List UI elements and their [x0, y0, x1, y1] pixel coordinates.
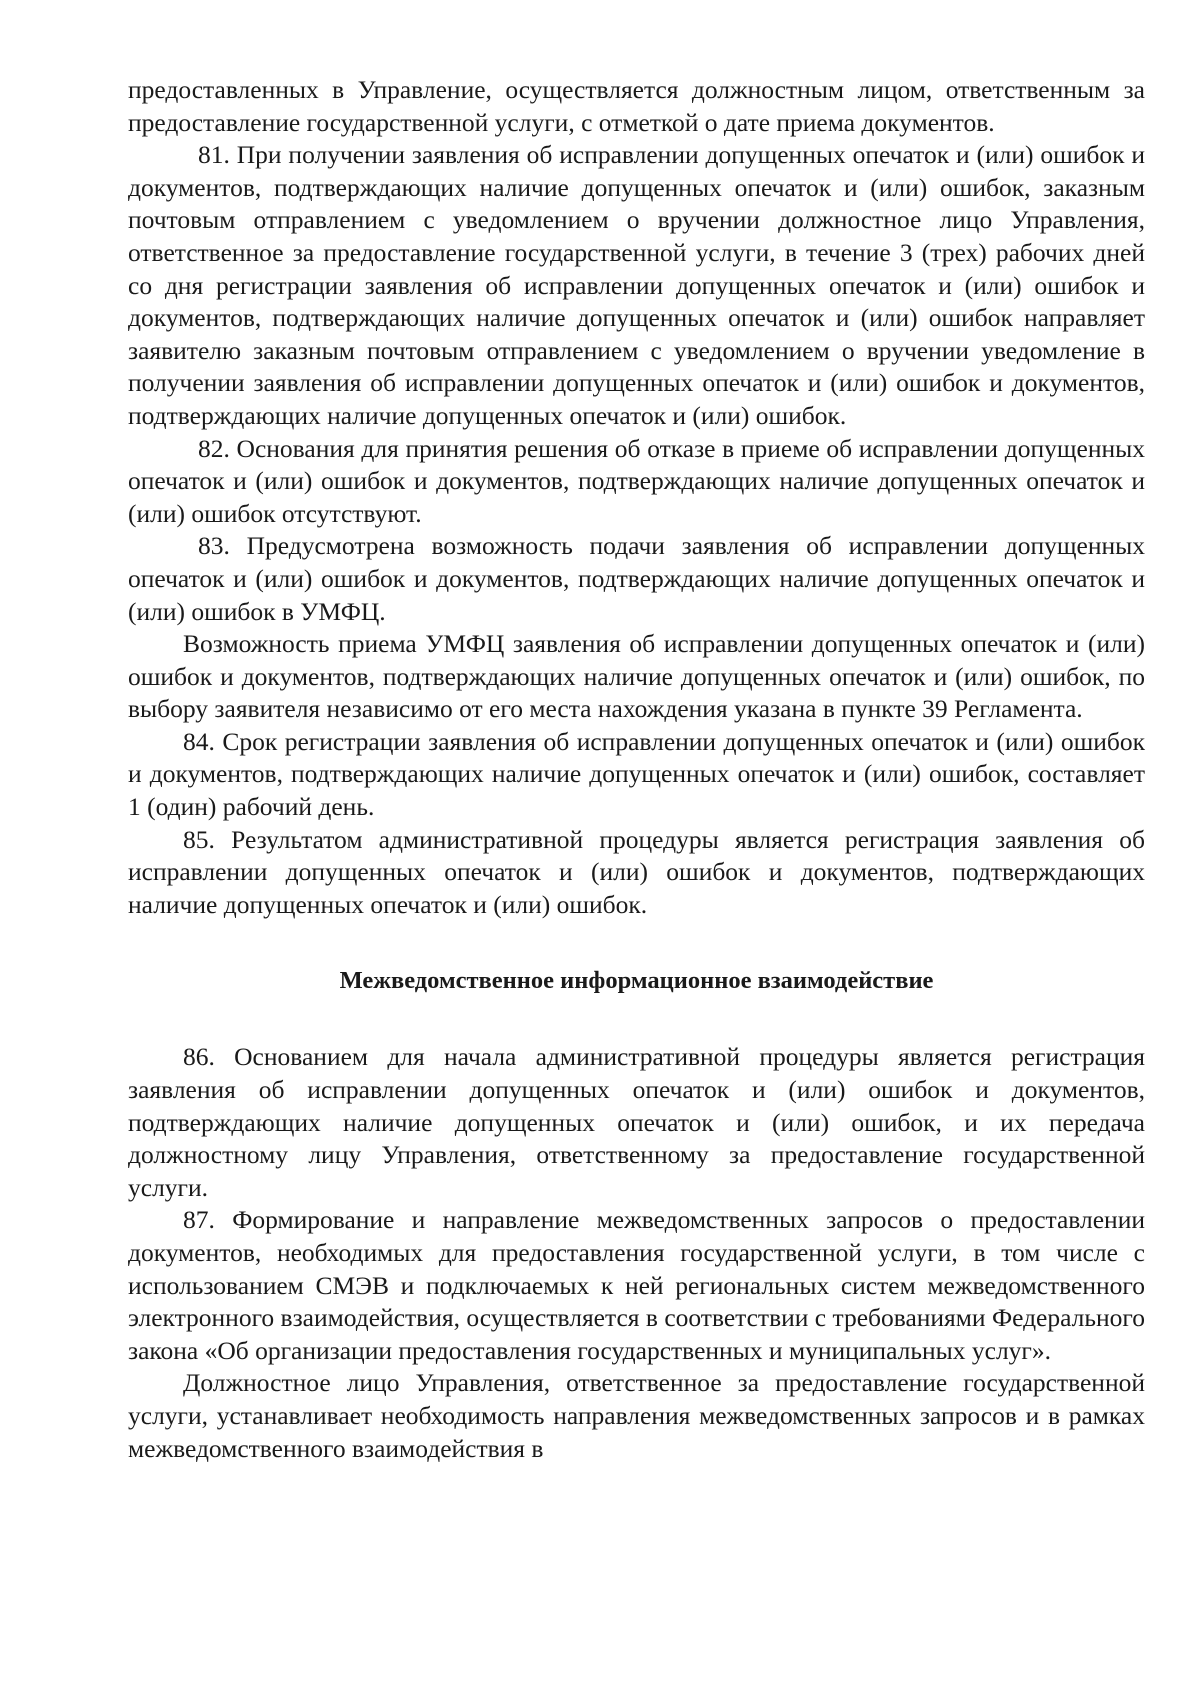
paragraph-83-continuation: Возможность приема УМФЦ заявления об исправлении допущенных опечаток и (или) ошибок и документов, подтверждающих наличие допущенных опечаток и (или) ошибок, по выбору заявителя независимо от его места нахождения указана в пункте 39 Регламента. — [128, 629, 1145, 724]
spacer — [128, 997, 1145, 1041]
paragraph-83: 83. Предусмотрена возможность подачи заявления об исправлении допущенных опечаток и (или) ошибок и документов, подтверждающих наличие допущенных опечаток и (или) ошибок в УМФЦ. — [128, 531, 1145, 626]
paragraph-87: 87. Формирование и направление межведомственных запросов о предоставлении документов, необходимых для предоставления государственной услуги, в том числе с использованием СМЭВ и подключаемых к ней региональных систем межведомственного электронного взаимодействия, осуществляется в соответствии с требованиями Федерального закона «Об организации предоставления государственных и муниципальных услуг». — [128, 1205, 1145, 1365]
paragraph-82: 82. Основания для принятия решения об отказе в приеме об исправлении допущенных опечаток и (или) ошибок и документов, подтверждающих наличие допущенных опечаток и (или) ошибок отсутствуют. — [128, 433, 1145, 528]
section-heading: Межведомственное информационное взаимодействие — [339, 967, 934, 995]
paragraph-86: 86. Основанием для начала административной процедуры является регистрация заявления об исправлении допущенных опечаток и (или) ошибок и документов, подтверждающих наличие допущенных опечаток и (или) ошибок, и их передача должностному лицу Управления, ответственному за предоставление государственной услуги. — [128, 1042, 1145, 1202]
paragraph-87-continuation: Должностное лицо Управления, ответственное за предоставление государственной услуги, устанавливает необходимость направления межведомственных запросов и в рамках межведомственного взаимодействия в — [128, 1368, 1145, 1463]
paragraph-81: 81. При получении заявления об исправлении допущенных опечаток и (или) ошибок и документов, подтверждающих наличие допущенных опечаток и (или) ошибок, заказным почтовым отправлением с уведомлением о вручении должностное лицо Управления, ответственное за предоставление государственной услуги, в течение 3 (трех) рабочих дней со дня регистрации заявления об исправлении допущенных опечаток и (или) ошибок и документов, подтверждающих наличие допущенных опечаток и (или) ошибок направляет заявителю заказным почтовым отправлением с уведомлением о вручении уведомление в получении заявления об исправлении допущенных опечаток и (или) ошибок и документов, подтверждающих наличие допущенных опечаток и (или) ошибок. — [128, 140, 1145, 430]
document-body — [128, 74, 1145, 1465]
paragraph-85: 85. Результатом административной процедуры является регистрация заявления об исправлении допущенных опечаток и (или) ошибок и документов, подтверждающих наличие допущенных опечаток и (или) ошибок. — [128, 824, 1145, 919]
paragraph-continuation: предоставленных в Управление, осуществляется должностным лицом, ответственным за предоставление государственной услуги, с отметкой о дате приема документов. — [128, 75, 1145, 137]
spacer — [128, 921, 1145, 965]
paragraph-84: 84. Срок регистрации заявления об исправлении допущенных опечаток и (или) ошибок и документов, подтверждающих наличие допущенных опечаток и (или) ошибок, составляет 1 (один) рабочий день. — [128, 726, 1145, 822]
